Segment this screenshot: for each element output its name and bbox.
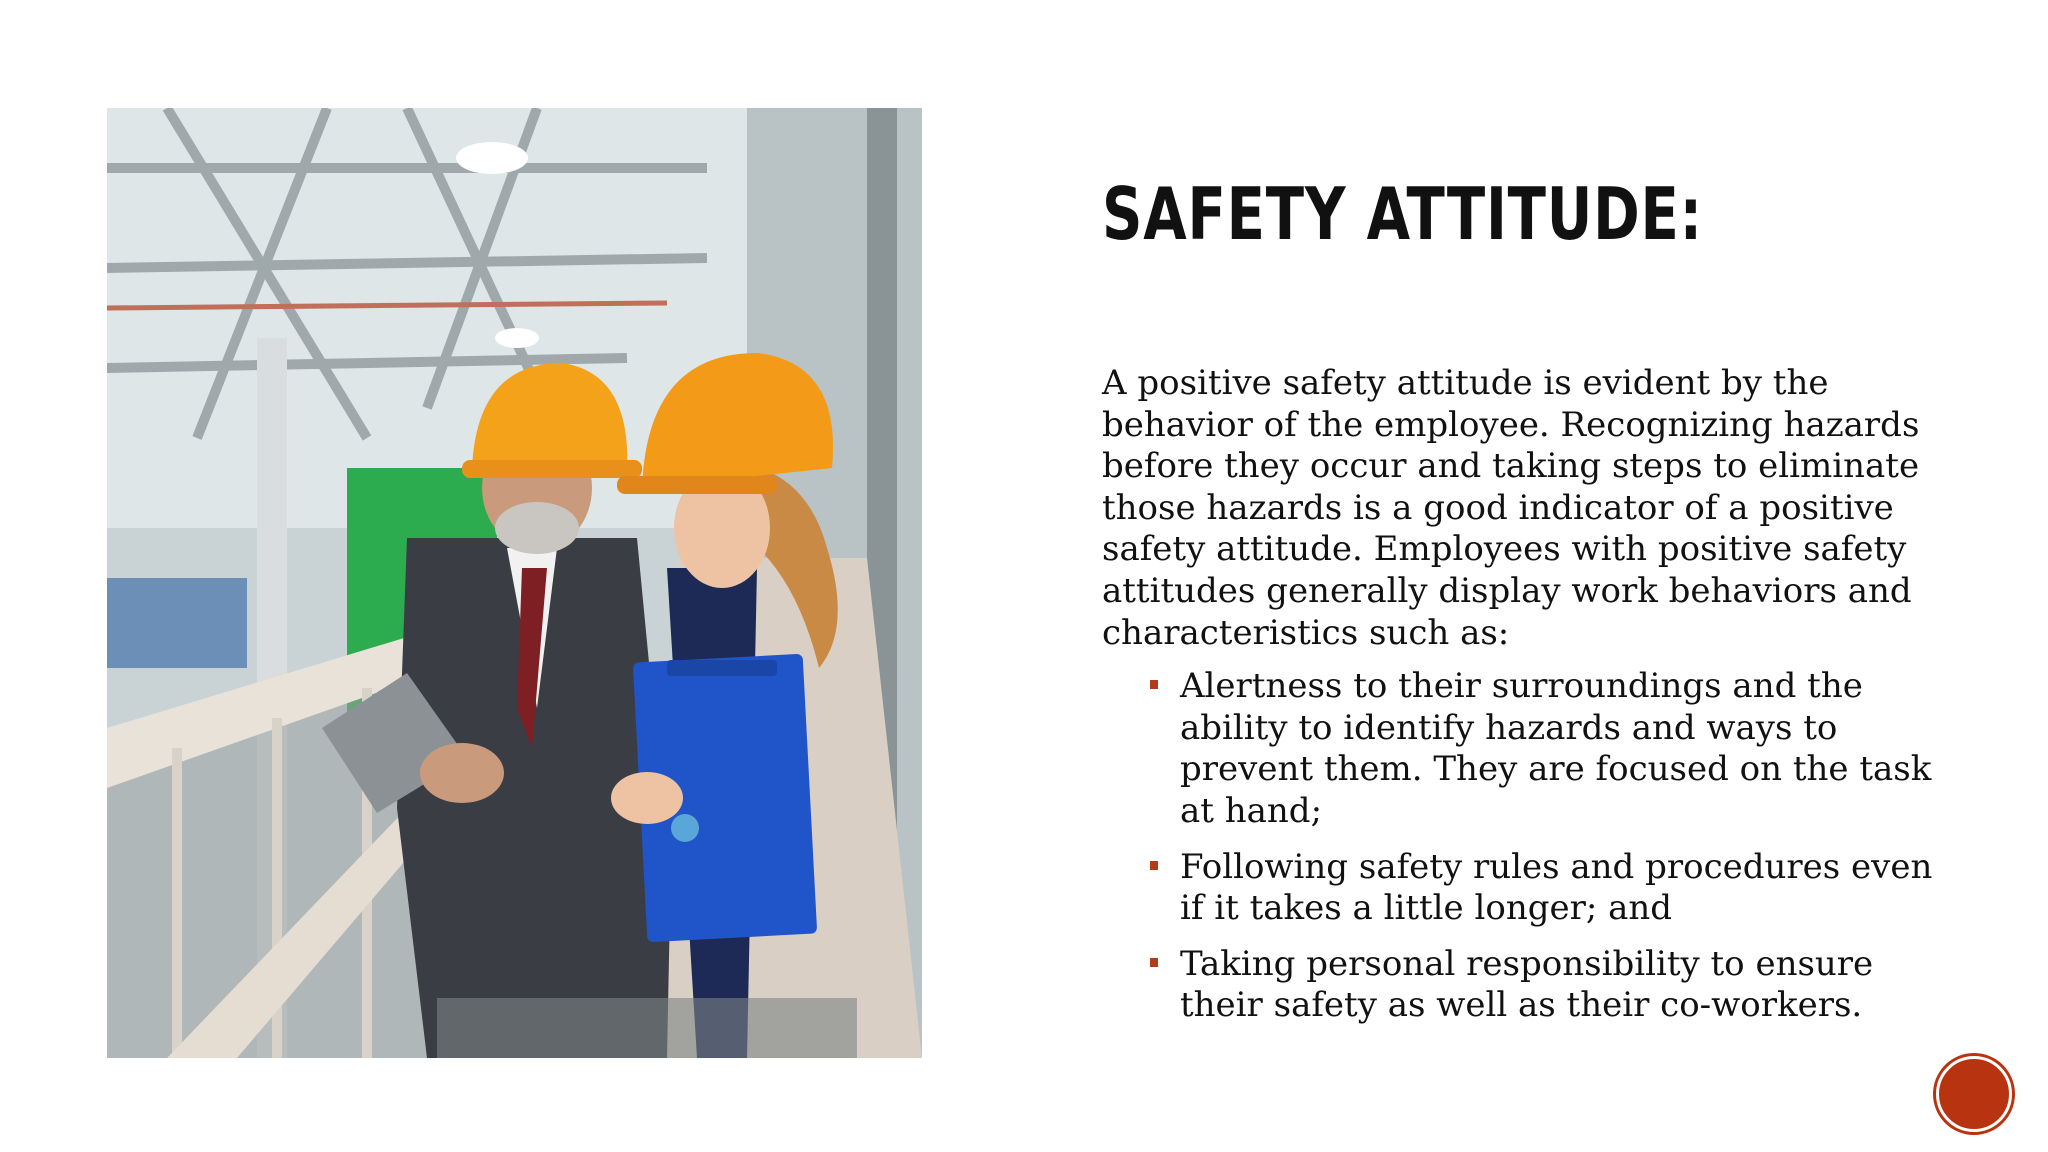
bullet-list [1150, 666, 1950, 1027]
intro-paragraph: A positive safety attitude is evident by the behavior of the employee. Recognizing hazards before they occur and taking steps to eliminate those hazards is a good indicator of a positive safety attitude. Employees with positive safety attitudes generally display work behaviors and characteristics such as: [1102, 363, 1920, 653]
bullet-item [1150, 847, 1950, 930]
slide-number-badge [1936, 1056, 2012, 1132]
bullet-text: Alertness to their surroundings and the ability to identify hazards and ways to prevent them. They are focused on the task at hand; [1180, 666, 1932, 831]
bullet-item [1150, 666, 1950, 832]
industrial-workers-photo [107, 108, 922, 1058]
bullet-text: Taking personal responsibility to ensure their safety as well as their co-workers. [1180, 943, 1874, 1026]
bullet-item [1150, 944, 1950, 1027]
square-bullet-icon [1150, 680, 1158, 689]
bullet-text: Following safety rules and procedures even if it takes a little longer; and [1180, 846, 1933, 929]
workers-hardhats-illustration [107, 108, 922, 1058]
slide-body [1102, 363, 1962, 1041]
square-bullet-icon [1150, 861, 1158, 870]
slide-title: SAFETY ATTITUDE: [1102, 172, 1703, 256]
square-bullet-icon [1150, 958, 1158, 967]
